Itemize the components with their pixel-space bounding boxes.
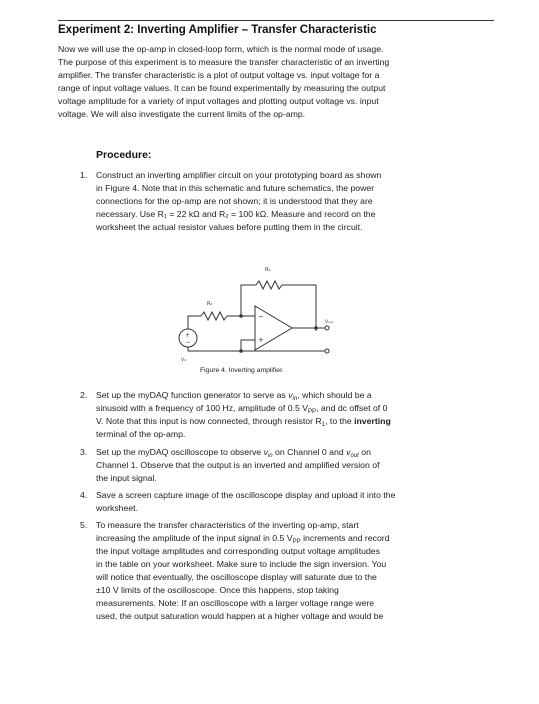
feedback-wire-left	[241, 285, 256, 316]
text-run: , which should be a	[297, 390, 372, 400]
vin-subscript: in	[292, 395, 298, 402]
step-line: in the table on your worksheet. Make sure to include the sign inversion. You	[96, 559, 387, 569]
vout-subscript: out	[350, 452, 359, 459]
noninverting-input-sign: +	[258, 336, 264, 344]
step-line: worksheet the actual resistor values before putting them in the circuit.	[96, 222, 363, 232]
step-line: Channel 1. Observe that the output is an inverted and amplified version of	[96, 460, 380, 470]
intro-paragraph	[58, 43, 496, 121]
r1-subscript: 1	[321, 421, 326, 428]
top-rule	[58, 20, 494, 21]
source-minus-sign: −	[185, 339, 191, 346]
step-line	[96, 402, 500, 415]
input-wire	[188, 316, 201, 329]
step-line	[96, 415, 500, 428]
vout-label: Vₒᵤₜ	[325, 320, 334, 325]
step-text	[96, 446, 500, 485]
step-line	[96, 389, 500, 402]
r1-label: R₁	[207, 301, 213, 307]
step-number: 2.	[80, 390, 88, 400]
vout-symbol: v	[346, 447, 351, 457]
step-line: the input signal.	[96, 473, 157, 483]
ground-terminal-icon	[325, 349, 329, 353]
source-plus-sign: +	[185, 332, 191, 339]
intro-line: voltage amplitude for a variety of input voltages and plotting output voltage vs. input	[58, 96, 379, 106]
intro-line: amplifier. The transfer characteristic is a plot of output voltage vs. input voltage for a	[58, 70, 380, 80]
intro-line: range of input voltage values. It can be found experimentally by measuring the output	[58, 83, 386, 93]
step-line: will notice that eventually, the oscilloscope display will saturate due to the	[96, 572, 377, 582]
step-number: 1.	[80, 170, 88, 180]
inverting-emphasis: inverting	[354, 416, 391, 426]
text-run: Set up the myDAQ oscilloscope to observe	[96, 447, 264, 457]
step-number: 5.	[80, 520, 88, 530]
junction-dot	[314, 326, 318, 330]
text-run: , to the	[325, 416, 355, 426]
output-terminal-icon	[325, 326, 329, 330]
inverting-input-sign: −	[258, 313, 264, 321]
step-line: connections for the op-amp are not shown; it is understood that they are	[96, 196, 373, 206]
step-line: measurements. Note: If an oscilloscope with a larger voltage range were	[96, 598, 375, 608]
vin-symbol: v	[263, 447, 268, 457]
inverting-amplifier-schematic	[168, 243, 368, 368]
step-line	[96, 446, 500, 459]
step-number: 3.	[80, 447, 88, 457]
step-number: 4.	[80, 490, 88, 500]
step-line: in Figure 4. Note that in this schematic and future schematics, the power	[96, 183, 375, 193]
intro-line: Now we will use the op-amp in closed-loop form, which is the normal mode of usage.	[58, 44, 384, 54]
step-text	[96, 389, 500, 441]
text-run: on	[358, 447, 371, 457]
text-run: , and dc offset of 0	[316, 403, 388, 413]
junction-dot	[239, 349, 243, 353]
step-line: To measure the transfer characteristics of the inverting op-amp, start	[96, 520, 359, 530]
procedure-heading: Procedure:	[96, 149, 152, 161]
r1-resistor-icon	[201, 312, 227, 320]
step-text	[96, 169, 500, 234]
step-line	[96, 532, 500, 545]
intro-line: The purpose of this experiment is to measure the transfer characteristic of an inverting	[58, 57, 390, 67]
step-line: the input voltage amplitudes and corresponding output voltage amplitudes	[96, 546, 380, 556]
text-run: increments and record	[300, 533, 390, 543]
step-line: Construct an inverting amplifier circuit on your prototyping board as shown	[96, 170, 382, 180]
step-line: ±10 V limits of the oscilloscope. Once this happens, stop taking	[96, 585, 339, 595]
figure-caption: Figure 4. Inverting amplifier.	[200, 367, 284, 374]
junction-dot	[239, 314, 243, 318]
vpp-subscript: PP	[292, 538, 301, 545]
text-run: Set up the myDAQ function generator to serve as	[96, 390, 289, 400]
text-run: sinusoid with a frequency of 100 Hz, amplitude of 0.5 V	[96, 403, 308, 413]
step-line: used, the output saturation would happen at a higher voltage and would be	[96, 611, 384, 621]
vpp-subscript: PP	[308, 408, 317, 415]
r2-label: R₂	[265, 267, 271, 273]
step-line: terminal of the op-amp.	[96, 429, 186, 439]
vin-subscript: in	[267, 452, 273, 459]
step-line: Save a screen capture image of the oscilloscope display and upload it into the	[96, 490, 396, 500]
noninverting-ground-wire	[241, 340, 255, 351]
vin-symbol: v	[288, 390, 293, 400]
text-run: V. Note that this input is now connected, through resistor R	[96, 416, 322, 426]
feedback-wire-right	[282, 285, 316, 331]
step-line: necessary. Use R₁ = 22 kΩ and R₂ = 100 kΩ. Measure and record on the	[96, 209, 376, 219]
r2-resistor-icon	[256, 281, 282, 289]
step-text	[96, 489, 500, 515]
step-text	[96, 519, 500, 623]
text-run: on Channel 0 and	[272, 447, 347, 457]
vin-label: Vᵢₙ	[181, 358, 187, 363]
step-line: worksheet.	[96, 503, 139, 513]
intro-line: voltage. We will also investigate the current limits of the op-amp.	[58, 109, 306, 119]
section-heading: Experiment 2: Inverting Amplifier – Transfer Characteristic	[58, 24, 377, 36]
text-run: increasing the amplitude of the input signal in 0.5 V	[96, 533, 293, 543]
